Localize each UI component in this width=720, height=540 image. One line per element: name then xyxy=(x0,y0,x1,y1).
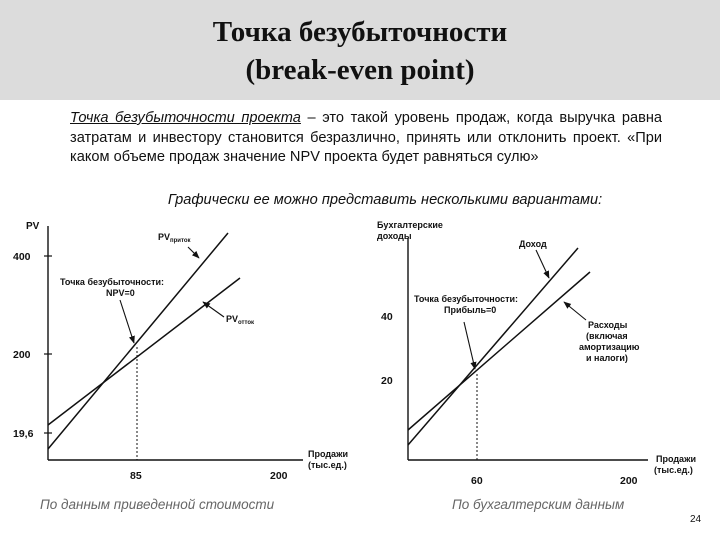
right-y-axis-label: Бухгалтерские xyxy=(377,220,443,230)
right-breakeven-profit: Прибыль=0 xyxy=(444,305,497,315)
left-outflow-label xyxy=(226,314,254,326)
left-x-axis-unit: (тыс.ед.) xyxy=(308,460,347,470)
right-x-axis-label: Продажи xyxy=(656,454,696,464)
left-inflow-arrow xyxy=(188,247,199,258)
slide-title-english: (break-even point) xyxy=(245,54,475,86)
right-expenses-label-2: (включая xyxy=(586,331,628,341)
right-income-line xyxy=(408,248,578,445)
left-outflow-label-main: PV xyxy=(226,314,239,324)
left-y-tick-label-19-6: 19,6 xyxy=(13,428,34,440)
definition-term: Точка безубыточности проекта xyxy=(70,110,301,126)
left-inflow-label xyxy=(158,232,191,244)
right-income-arrow xyxy=(536,250,549,278)
left-y-tick-label-400: 400 xyxy=(13,251,31,263)
slide-title: Точка безубыточности xyxy=(212,16,508,48)
left-y-axis-label: PV xyxy=(26,221,40,232)
left-outflow-line xyxy=(48,278,240,425)
left-breakeven-arrow xyxy=(120,300,134,343)
left-breakeven-npv: NPV=0 xyxy=(106,288,135,298)
right-x-tick-label-200: 200 xyxy=(620,475,638,487)
left-y-tick-label-200: 200 xyxy=(13,349,31,361)
left-x-axis-label: Продажи xyxy=(308,449,348,459)
right-y-tick-label-20: 20 xyxy=(381,375,393,387)
right-breakeven-label: Точка безубыточности: xyxy=(414,294,519,304)
right-x-tick-label-60: 60 xyxy=(471,475,483,487)
right-chart xyxy=(377,220,696,487)
left-inflow-label-sub: приток xyxy=(170,238,191,244)
page-number: 24 xyxy=(690,514,702,525)
right-x-axis-unit: (тыс.ед.) xyxy=(654,465,693,475)
left-x-tick-label-85: 85 xyxy=(130,470,142,482)
left-x-tick-label-200: 200 xyxy=(270,470,288,482)
right-expenses-label: Расходы xyxy=(588,320,628,330)
subtitle: Графически ее можно представить несколькими вариантами: xyxy=(167,192,603,208)
definition-text: – это такой уровень продаж, когда выручка равна затратам и инвестору становится безразлично, принять или отклонить проект. «При каком объеме продаж значение NPV проекта будет равняться сулю» xyxy=(70,110,662,165)
right-y-axis-label-2: доходы xyxy=(377,231,412,241)
right-expenses-label-3: амортизацию xyxy=(579,342,640,352)
left-inflow-line xyxy=(48,233,228,449)
left-outflow-label-sub: отток xyxy=(238,320,254,326)
right-chart-caption: По бухгалтерским данным xyxy=(452,497,625,512)
left-inflow-label-main: PV xyxy=(158,232,171,242)
left-chart xyxy=(13,221,348,482)
right-expenses-label-4: и налоги) xyxy=(586,353,628,363)
right-breakeven-arrow xyxy=(464,322,475,369)
left-chart-caption: По данным приведенной стоимости xyxy=(40,497,275,512)
left-outflow-arrow xyxy=(203,302,224,317)
right-expenses-arrow xyxy=(564,302,586,320)
right-income-label: Доход xyxy=(519,239,547,249)
left-breakeven-label: Точка безубыточности: xyxy=(60,277,165,287)
right-y-tick-label-40: 40 xyxy=(381,311,393,323)
